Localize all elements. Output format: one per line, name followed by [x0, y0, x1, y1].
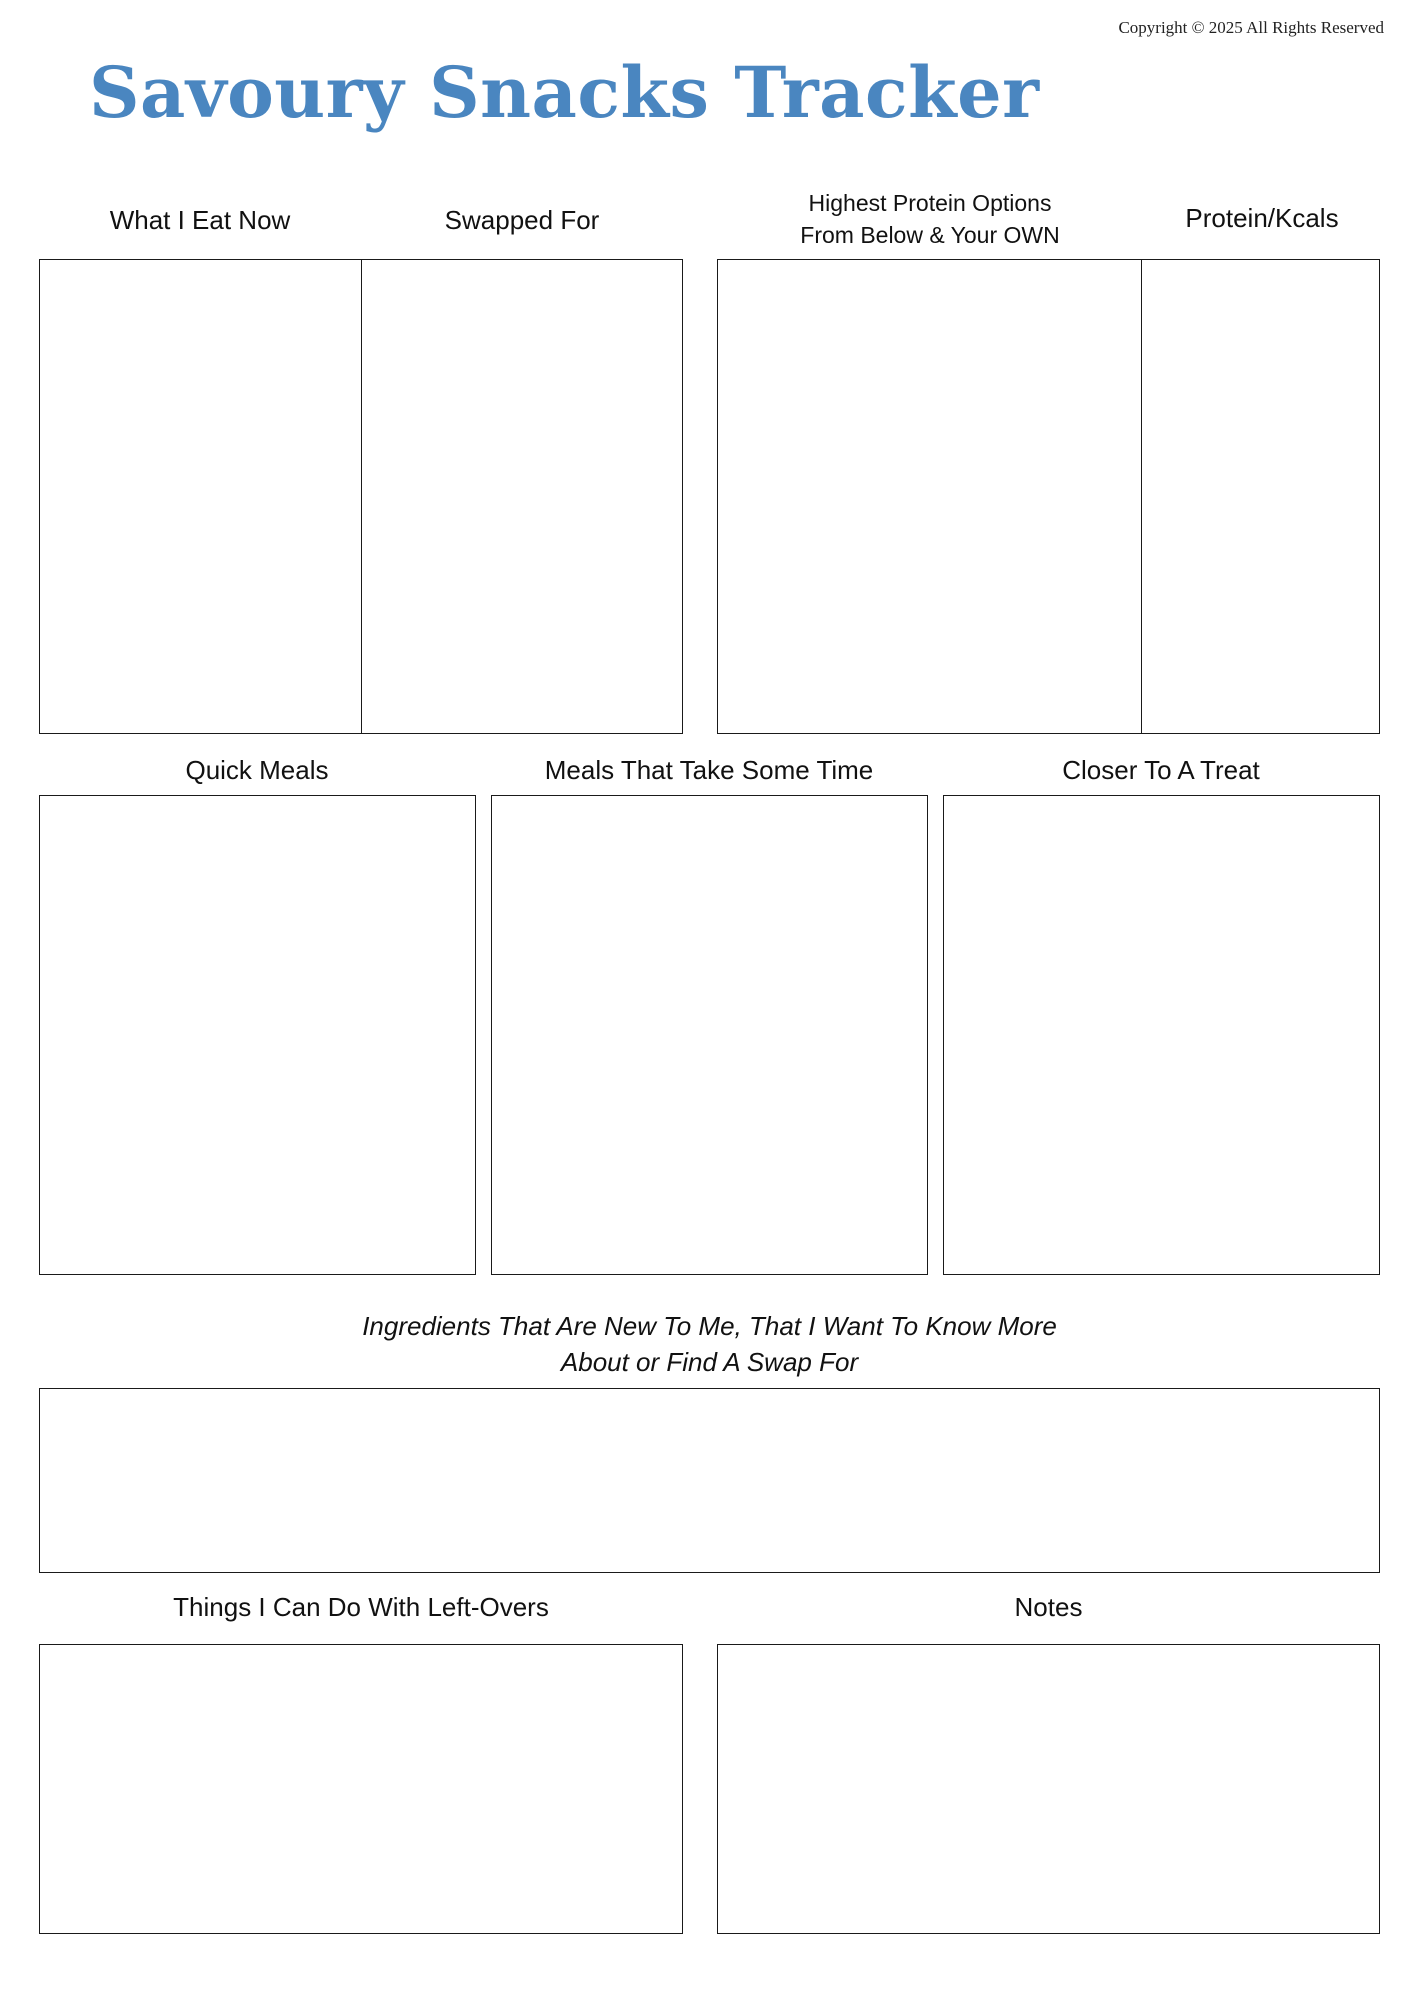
label-swapped-for: Swapped For: [444, 205, 600, 235]
meals-some-time-box[interactable]: [491, 795, 928, 1275]
copyright-notice: Copyright © 2025 All Rights Reserved: [1118, 18, 1384, 37]
label-ingredients-line2: About or Find A Swap For: [560, 1347, 859, 1377]
protein-table-box[interactable]: [717, 259, 1380, 734]
left-overs-box[interactable]: [39, 1644, 683, 1934]
protein-table-divider: [1141, 260, 1142, 733]
label-quick-meals: Quick Meals: [185, 755, 329, 785]
label-left-overs: Things I Can Do With Left-Overs: [173, 1592, 549, 1622]
page-title: Savoury Snacks Tracker: [89, 51, 1040, 134]
label-closer-to-treat: Closer To A Treat: [1062, 755, 1260, 785]
label-protein-kcals: Protein/Kcals: [1185, 203, 1339, 233]
closer-to-treat-box[interactable]: [943, 795, 1380, 1275]
label-highest-protein-line1: Highest Protein Options: [808, 190, 1052, 216]
swap-table-divider: [361, 260, 362, 733]
swap-table-box[interactable]: [39, 259, 683, 734]
ingredients-box[interactable]: [39, 1388, 1380, 1573]
label-notes: Notes: [1014, 1592, 1083, 1622]
notes-box[interactable]: [717, 1644, 1380, 1934]
label-highest-protein-line2: From Below & Your OWN: [800, 222, 1060, 248]
label-meals-some-time: Meals That Take Some Time: [544, 755, 874, 785]
label-what-i-eat-now: What I Eat Now: [109, 205, 291, 235]
label-ingredients-line1: Ingredients That Are New To Me, That I Want To Know More: [362, 1311, 1057, 1341]
quick-meals-box[interactable]: [39, 795, 476, 1275]
